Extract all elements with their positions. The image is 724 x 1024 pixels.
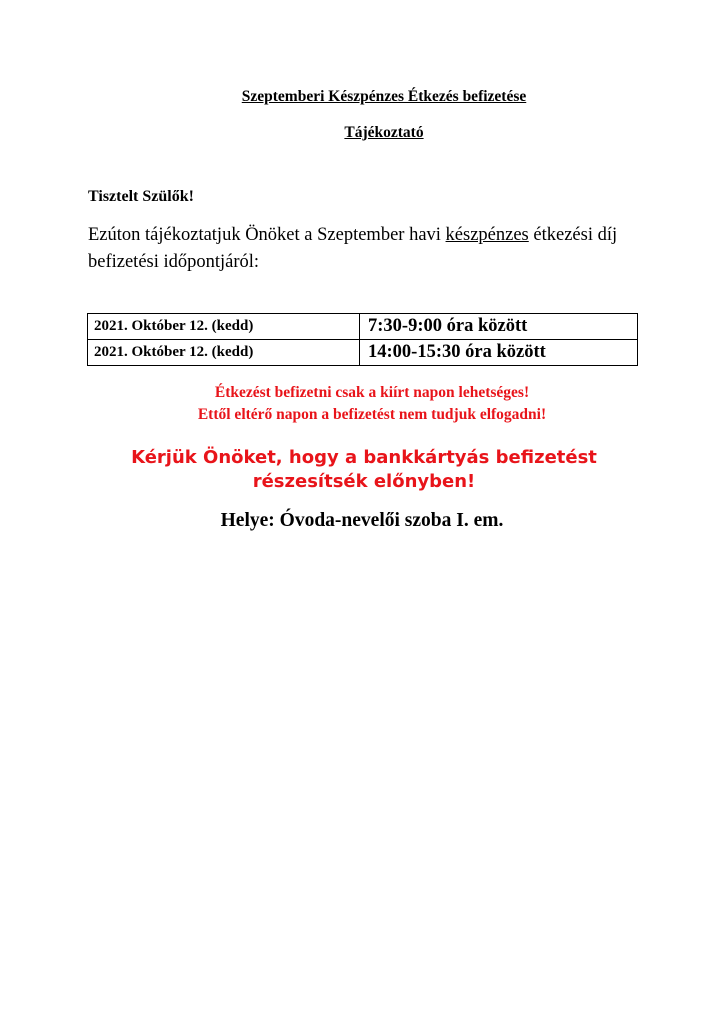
document-title: Szeptemberi Készpénzes Étkezés befizetése [241,88,527,105]
card-payment-request: Kérjük Önöket, hogy a bankkártyás befizetést [131,447,597,468]
schedule-date: 2021. Október 12. (kedd) [88,340,360,366]
document-subtitle: Tájékoztató [344,124,424,141]
greeting: Tisztelt Szülők! [88,188,194,205]
intro-paragraph [88,222,648,276]
notice-line: Étkezést befizetni csak a kiírt napon lehetséges! [214,384,530,401]
intro-text-start: Ezúton tájékoztatjuk Önöket a Szeptember havi [88,225,446,245]
schedule-row [88,340,638,366]
schedule-time: 14:00-15:30 óra között [360,340,638,366]
intro-text-end: étkezési díj befizetési időpontjáról: [88,225,618,272]
payment-location: Helye: Óvoda-nevelői szoba I. em. [220,510,504,531]
schedule-date: 2021. Október 12. (kedd) [88,314,360,340]
schedule-row [88,314,638,340]
schedule-table [87,313,638,366]
intro-text-underlined: készpénzes [445,225,529,245]
card-payment-request: részesítsék előnyben! [252,471,476,492]
notice-line: Ettől eltérő napon a befizetést nem tudjuk elfogadni! [197,406,547,423]
schedule-time: 7:30-9:00 óra között [360,314,638,340]
